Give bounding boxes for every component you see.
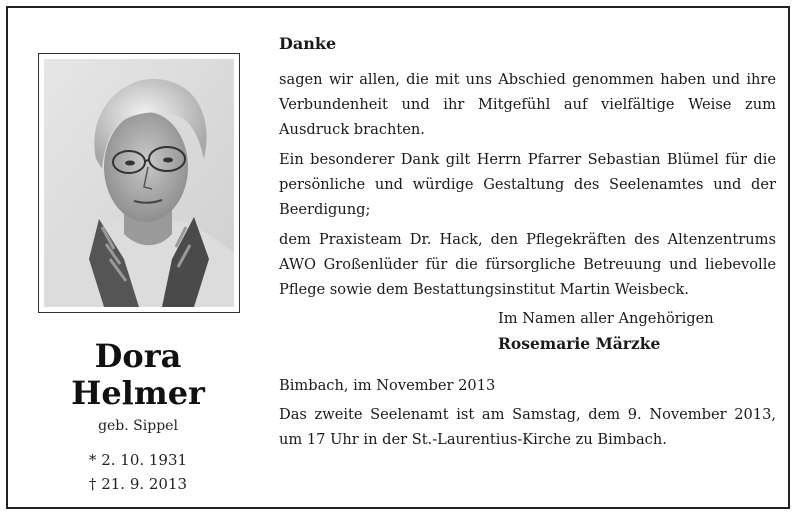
portrait-photo: [44, 59, 234, 307]
mass-notice: Das zweite Seelenamt ist am Samstag, dem 9. November 2013, um 17 Uhr in der St.-Laurentius-Kirche zu Bimbach.: [279, 406, 776, 448]
thanks-text: [279, 33, 776, 457]
signature: [498, 307, 776, 357]
thanks-paragraph: Ein besonderer Dank gilt Herrn Pfarrer Sebastian Blümel für die persönliche und würdige Gestaltung des Seelenamtes und der Beerdigung;: [279, 151, 776, 218]
death-date: † 21. 9. 2013: [88, 475, 188, 493]
thanks-paragraph: sagen wir allen, die mit uns Abschied genommen haben und ihre Verbundenheit und ihr Mitgefühl auf vielfältige Weise zum Ausdruck brachten.: [279, 71, 776, 138]
maiden-name: geb. Sippel: [98, 418, 178, 434]
deceased-name-block: [32, 338, 244, 496]
birth-date: * 2. 10. 1931: [88, 451, 188, 469]
thanks-paragraph: dem Praxisteam Dr. Hack, den Pflegekräften des Altenzentrums AWO Großenlüder für die fürsorgliche Betreuung und liebevolle Pflege sowie dem Bestattungsinstitut Martin Weisbeck.: [279, 231, 776, 298]
portrait-frame: [38, 53, 240, 313]
obituary-card: [6, 6, 790, 509]
signature-name: Rosemarie Märzke: [498, 334, 661, 353]
first-name: Dora: [94, 337, 182, 375]
thanks-heading: Danke: [279, 34, 337, 53]
life-dates: [32, 448, 244, 496]
last-name: Helmer: [71, 374, 205, 412]
place-date: Bimbach, im November 2013: [279, 377, 496, 394]
signature-label: Im Namen aller Angehörigen: [498, 310, 714, 327]
